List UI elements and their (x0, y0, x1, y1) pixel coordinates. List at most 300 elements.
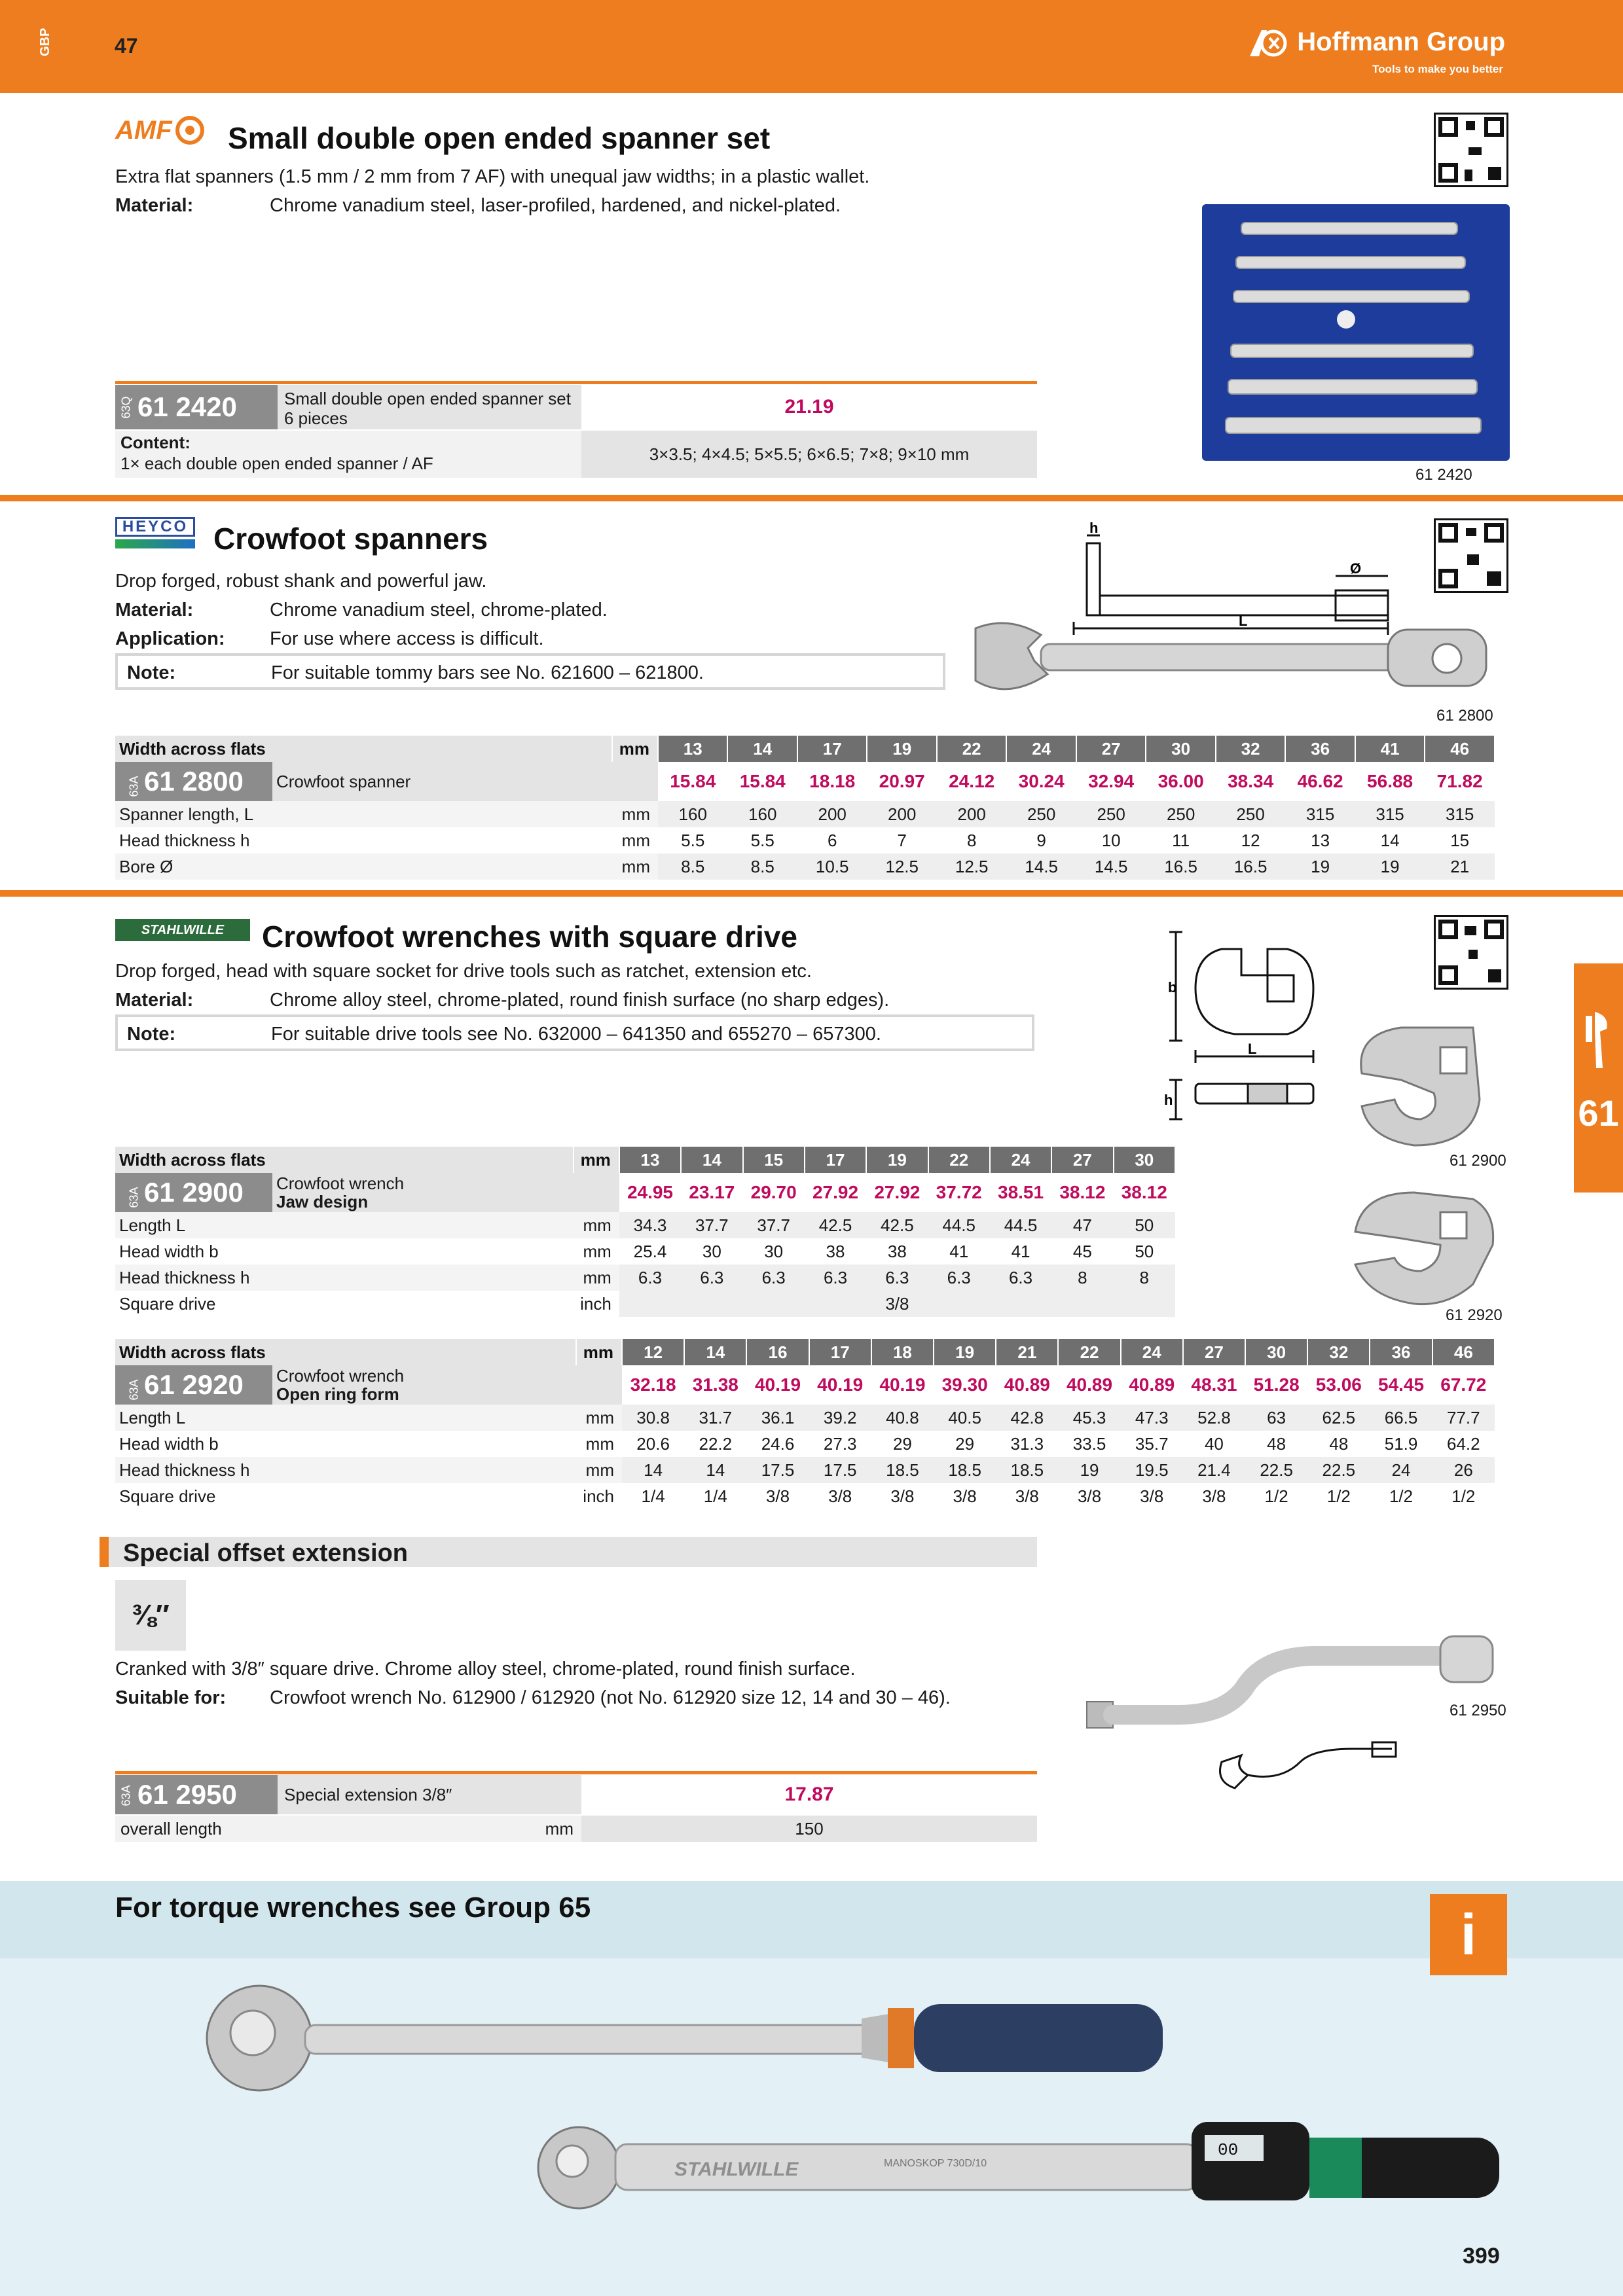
value-cell: 6.3 (743, 1265, 805, 1291)
size-cell: 27 (1183, 1339, 1245, 1365)
heyco-logo (115, 517, 195, 551)
value-cell: 48 (1329, 1433, 1349, 1454)
value-cell: 50 (1114, 1212, 1175, 1238)
article-desc-line2: 6 pieces (284, 408, 348, 428)
value-cell: 315 (1285, 801, 1355, 827)
size-cell: 22 (1058, 1339, 1120, 1365)
article-desc-line: Crowfoot spanner (276, 772, 411, 791)
article-code: 63A (127, 1379, 141, 1401)
value-cell: 38 (887, 1241, 907, 1261)
value-cell: 8 (1051, 1265, 1113, 1291)
value-cell: 29 (955, 1433, 975, 1454)
row-unit: mm (612, 801, 658, 827)
value-cell: 3/8 (953, 1486, 977, 1506)
value-cell: 14.5 (1076, 853, 1146, 880)
value-cell: 160 (727, 801, 797, 827)
price-cell: 18.18 (809, 771, 856, 791)
article-number: 61 2950 (137, 1779, 237, 1810)
article-description (272, 1173, 619, 1212)
value-cell: 30 (702, 1241, 721, 1261)
dim-h-label: h (1089, 520, 1099, 536)
offset-extension-usage-sketch (1209, 1736, 1405, 1795)
value-cell: 38 (826, 1241, 845, 1261)
dim-l-label: L (1239, 613, 1248, 629)
row-unit: mm (585, 1433, 614, 1454)
row-label: Spanner length, L (115, 801, 612, 827)
value-cell: 40 (1204, 1433, 1224, 1454)
article-row[interactable] (115, 1173, 1175, 1212)
value-cell: 35.7 (1135, 1433, 1169, 1454)
sec1-article-table (115, 385, 1037, 478)
article-row[interactable] (115, 762, 1495, 801)
header-label: Width across flats (115, 736, 612, 762)
value-cell: 18.5 (996, 1457, 1058, 1483)
size-cell: 19 (934, 1339, 996, 1365)
dim-l-label: L (1248, 1041, 1257, 1057)
value-cell: 36.1 (746, 1405, 809, 1431)
table-row (115, 1431, 1495, 1457)
value-cell: 26 (1432, 1457, 1495, 1483)
sec1-description: Extra flat spanners (1.5 mm / 2 mm from 7 AF) with unequal jaw widths; in a plastic wallet. (115, 166, 870, 187)
article-number: 61 2420 (137, 391, 237, 422)
value-cell: 3/8 (1077, 1486, 1102, 1506)
value-cell: 3/8 (765, 1486, 790, 1506)
sec2-material-text: Chrome vanadium steel, chrome-plated. (270, 600, 608, 620)
dim-bore-label: Ø (1350, 560, 1362, 577)
value-cell: 3/8 (1140, 1486, 1164, 1506)
row-unit: mm (621, 830, 650, 850)
value-cell: 34.3 (619, 1212, 681, 1238)
qr-code-icon[interactable] (1434, 915, 1508, 990)
size-cell: 14 (684, 1339, 746, 1365)
sec2-description: Drop forged, robust shank and powerful jaw. (115, 571, 487, 592)
size-cell: 14 (727, 736, 797, 762)
value-cell: 22.5 (1245, 1457, 1307, 1483)
value-cell: 41 (949, 1241, 969, 1261)
sec4-article-table (115, 1775, 1037, 1842)
page-number: 399 (1463, 2244, 1500, 2269)
price-cell: 24.12 (949, 771, 995, 791)
value-cell: 200 (797, 801, 867, 827)
sec1-material-label: Material: (115, 195, 194, 216)
article-desc-line: Jaw design (276, 1192, 369, 1211)
size-cell: 24 (990, 1147, 1051, 1173)
price-cell: 38.51 (998, 1182, 1044, 1202)
value-cell: 17.5 (746, 1457, 809, 1483)
value-cell: 3/8 (619, 1291, 1175, 1317)
value-cell: 63 (1245, 1405, 1307, 1431)
value-cell: 1/2 (1451, 1486, 1476, 1506)
value-cell: 315 (1355, 801, 1425, 827)
image-caption-612950: 61 2950 (1450, 1702, 1506, 1719)
qr-code-icon[interactable] (1434, 113, 1508, 187)
sec3-note-text: For suitable drive tools see No. 632000 – 641350 and 655270 – 657300. (271, 1024, 881, 1045)
value-cell: 29 (892, 1433, 912, 1454)
header-unit: mm (612, 736, 658, 762)
value-cell: 200 (867, 801, 936, 827)
value-cell: 16.5 (1146, 853, 1215, 880)
size-cell: 27 (1051, 1147, 1113, 1173)
size-cell: 22 (937, 736, 1006, 762)
content-value: 3×3.5; 4×4.5; 5×5.5; 6×6.5; 7×8; 9×10 mm (581, 431, 1037, 478)
price-cell: 36.00 (1158, 771, 1204, 791)
price-cell: 51.28 (1253, 1374, 1300, 1395)
size-cell: 41 (1355, 736, 1425, 762)
image-caption-612800: 61 2800 (1436, 707, 1493, 725)
crowfoot-wrench-ring-photo (1342, 1186, 1499, 1310)
table-row (115, 827, 1495, 853)
article-code: 63A (127, 1187, 141, 1208)
value-cell: 42.8 (996, 1405, 1058, 1431)
sec3-description: Drop forged, head with square socket for drive tools such as ratchet, extension etc. (115, 961, 812, 982)
price-cell: 40.19 (754, 1374, 801, 1395)
value-cell: 1/4 (703, 1486, 727, 1506)
value-cell: 27.3 (823, 1433, 857, 1454)
value-cell: 8.5 (727, 853, 797, 880)
size-cell: 18 (871, 1339, 934, 1365)
price: 21.19 (784, 396, 834, 418)
value-cell: 8 (1114, 1265, 1175, 1291)
torque-banner-title[interactable]: For torque wrenches see Group 65 (115, 1892, 591, 1924)
row-label: Length L (115, 1405, 576, 1431)
row-label: Head thickness h (115, 1457, 576, 1483)
value-cell: 22.5 (1307, 1457, 1370, 1483)
side-code: GBP (38, 27, 52, 56)
price-cell: 29.70 (750, 1182, 797, 1202)
value-cell: 62.5 (1307, 1405, 1370, 1431)
price-cell: 15.84 (739, 771, 786, 791)
value-cell: 1/2 (1389, 1486, 1413, 1506)
value-cell: 14 (1380, 830, 1400, 850)
price-cell: 31.38 (692, 1374, 739, 1395)
value-cell: 6 (827, 830, 837, 850)
price-cell: 40.89 (1129, 1374, 1175, 1395)
size-cell: 16 (746, 1339, 809, 1365)
value-cell: 6.3 (866, 1265, 928, 1291)
size-cell: 46 (1425, 736, 1495, 762)
size-cell: 30 (1146, 736, 1215, 762)
section-divider (0, 890, 1623, 897)
value-cell: 51.9 (1384, 1433, 1418, 1454)
value-cell: 31.3 (1010, 1433, 1044, 1454)
header-label: Width across flats (115, 1339, 576, 1365)
dim-h-label: h (1164, 1092, 1173, 1108)
brand-tagline: Tools to make you better (1372, 63, 1503, 75)
sec4-title: Special offset extension (123, 1539, 409, 1567)
price-cell: 67.72 (1440, 1374, 1487, 1395)
price-cell: 24.95 (627, 1182, 674, 1202)
value-cell: 5.5 (681, 830, 705, 850)
value-cell: 44.5 (928, 1212, 990, 1238)
value-cell: 5.5 (750, 830, 775, 850)
value-cell: 33.5 (1072, 1433, 1106, 1454)
value-cell: 19 (1058, 1457, 1120, 1483)
sec4-suitable-text: Crowfoot wrench No. 612900 / 612920 (not No. 612920 size 12, 14 and 30 – 46). (270, 1687, 951, 1708)
value-cell: 9 (1036, 830, 1046, 850)
size-cell: 17 (809, 1339, 871, 1365)
price-cell: 48.31 (1191, 1374, 1237, 1395)
header-label: Width across flats (115, 1147, 574, 1173)
value-cell: 42.5 (805, 1212, 866, 1238)
value-cell: 40.5 (934, 1405, 996, 1431)
article-desc-line: Crowfoot wrench (276, 1366, 405, 1386)
size-cell: 36 (1370, 1339, 1432, 1365)
price-cell: 32.18 (630, 1374, 676, 1395)
value-cell: 6.3 (619, 1265, 681, 1291)
row-unit: mm (574, 1265, 619, 1291)
sec4-description: Cranked with 3/8″ square drive. Chrome alloy steel, chrome-plated, round finish surface. (115, 1659, 856, 1679)
value-cell: 160 (658, 801, 727, 827)
value-cell: 250 (1006, 801, 1076, 827)
row-label: Square drive (119, 1293, 216, 1314)
overall-length-row (115, 1816, 581, 1842)
value-cell: 42.5 (866, 1212, 928, 1238)
content-text: 1× each double open ended spanner / AF (120, 454, 433, 473)
price-cell: 38.12 (1121, 1182, 1167, 1202)
value-cell: 315 (1425, 801, 1495, 827)
table-row (115, 1483, 1495, 1509)
value-cell: 3/8 (1015, 1486, 1039, 1506)
article-number-text: 61 2920 (144, 1369, 244, 1400)
article-description: Special extension 3/8″ (278, 1775, 581, 1814)
dim-b-label: b (1168, 979, 1177, 996)
value-cell: 13 (1311, 830, 1330, 850)
value-cell: 45.3 (1058, 1405, 1120, 1431)
size-cell: 36 (1285, 736, 1355, 762)
value-cell: 64.2 (1447, 1433, 1480, 1454)
table-row (115, 1457, 1495, 1483)
torque-wrench-photo-2 (530, 2098, 1512, 2249)
row-label: Head width b (119, 1241, 219, 1261)
value-cell: 11 (1172, 830, 1190, 850)
sec3-note-label: Note: (127, 1024, 176, 1045)
wrench-model-text: MANOSKOP 730D/10 (884, 2158, 987, 2169)
table-row (115, 853, 1495, 880)
price-cell: 27.92 (812, 1182, 859, 1202)
table-row (115, 1265, 1175, 1291)
value-cell: 15 (1450, 830, 1470, 850)
value-cell: 47 (1051, 1212, 1113, 1238)
value-cell: 17.5 (809, 1457, 871, 1483)
price-cell: 23.17 (689, 1182, 735, 1202)
size-cell: 46 (1432, 1339, 1495, 1365)
row-label: Bore Ø (115, 853, 612, 880)
value-cell: 48 (1267, 1433, 1286, 1454)
price-cell: 56.88 (1367, 771, 1413, 791)
value-cell: 31.7 (684, 1405, 746, 1431)
crowfoot-wrench-jaw-photo (1342, 1021, 1493, 1152)
article-desc-line: Open ring form (276, 1384, 399, 1404)
article-row[interactable] (115, 1365, 1495, 1405)
table-row (115, 1405, 1495, 1431)
amf-brand-text: AMF (115, 115, 172, 145)
sec2-application-label: Application: (115, 628, 225, 649)
value-cell: 8.5 (658, 853, 727, 880)
value-cell: 250 (1216, 801, 1285, 827)
value-cell: 3/8 (890, 1486, 915, 1506)
value-cell: 25.4 (633, 1241, 667, 1261)
table-header-row (115, 1147, 1175, 1173)
article-code: 63A (127, 776, 141, 797)
row-label: Square drive (119, 1486, 216, 1506)
row-label: Head thickness h (119, 830, 250, 850)
value-cell: 20.6 (636, 1433, 670, 1454)
value-cell: 6.3 (928, 1265, 990, 1291)
crowfoot-wrench-diagram (1150, 929, 1333, 1139)
section-title-crowfoot-spanners: Crowfoot spanners (213, 522, 488, 556)
qr-code-icon[interactable] (1434, 518, 1508, 593)
sec2-note-box (115, 653, 945, 690)
wrench-brand-text: STAHLWILLE (674, 2159, 799, 2180)
image-caption-612900: 61 2900 (1450, 1152, 1506, 1170)
price-cell: 40.19 (879, 1374, 926, 1395)
value-cell: 18.5 (934, 1457, 996, 1483)
value-cell: 45 (1072, 1241, 1092, 1261)
info-icon[interactable]: i (1430, 1894, 1507, 1975)
heyco-brand-text: HEYCO (115, 517, 195, 537)
sec2-material-label: Material: (115, 600, 194, 620)
size-cell: 17 (805, 1147, 866, 1173)
value-cell: 250 (1146, 801, 1215, 827)
row-label: Head width b (119, 1433, 219, 1454)
value-cell: 22.2 (699, 1433, 733, 1454)
row-unit: inch (583, 1486, 614, 1506)
value-cell: 19 (1355, 853, 1425, 880)
value-cell: 39.2 (809, 1405, 871, 1431)
value-cell: 14 (684, 1457, 746, 1483)
size-cell: 19 (866, 1147, 928, 1173)
row-label: overall length (120, 1818, 222, 1839)
value-cell: 41 (1011, 1241, 1030, 1261)
row-unit: mm (612, 853, 658, 880)
price-cell: 54.45 (1378, 1374, 1425, 1395)
row-label: Length L (115, 1212, 574, 1238)
heyco-stripe (115, 539, 195, 548)
size-cell: 17 (797, 736, 867, 762)
table-row (115, 1291, 1175, 1317)
price-cell: 39.30 (941, 1374, 988, 1395)
value-cell: 7 (897, 830, 907, 850)
value-cell: 21.4 (1183, 1457, 1245, 1483)
value-cell: 44.5 (990, 1212, 1051, 1238)
size-cell: 13 (619, 1147, 681, 1173)
value-cell: 30 (764, 1241, 784, 1261)
size-cell: 30 (1245, 1339, 1307, 1365)
row-value: 150 (581, 1816, 1037, 1842)
size-cell: 14 (681, 1147, 742, 1173)
value-cell: 77.7 (1432, 1405, 1495, 1431)
content-label: Content: (120, 433, 191, 452)
value-cell: 6.3 (805, 1265, 866, 1291)
sec2-note-label: Note: (127, 662, 176, 683)
table-row (115, 1238, 1175, 1265)
article-number-cell (115, 1775, 278, 1814)
image-caption-612420: 61 2420 (1415, 466, 1472, 484)
sec4-suitable-label: Suitable for: (115, 1687, 227, 1708)
group-side-tab[interactable] (1574, 963, 1623, 1193)
row-unit: mm (576, 1405, 622, 1431)
amf-logo (115, 115, 205, 145)
article-description (272, 1365, 622, 1405)
article-description (272, 762, 658, 801)
size-cell: 24 (1006, 736, 1076, 762)
group-number: 47 (115, 34, 138, 58)
price-cell: 38.12 (1059, 1182, 1106, 1202)
price-cell: 40.19 (817, 1374, 864, 1395)
wrench-display-text: 00 (1218, 2140, 1239, 2160)
price-cell: 30.24 (1018, 771, 1065, 791)
stahlwille-logo: STAHLWILLE (115, 919, 250, 941)
article-number-text: 61 2900 (144, 1177, 244, 1208)
spanner-set-illustration (1202, 204, 1510, 461)
section-title-crowfoot-wrenches: Crowfoot wrenches with square drive (262, 920, 797, 954)
value-cell: 12.5 (867, 853, 936, 880)
article-desc-line: Crowfoot wrench (276, 1174, 405, 1193)
article-number-cell (115, 385, 278, 429)
value-cell: 18.5 (871, 1457, 934, 1483)
size-cell: 21 (996, 1339, 1058, 1365)
value-cell: 10.5 (797, 853, 867, 880)
value-cell: 12.5 (937, 853, 1006, 880)
value-cell: 6.3 (990, 1265, 1051, 1291)
price-cell: 27.92 (874, 1182, 921, 1202)
size-cell: 30 (1114, 1147, 1175, 1173)
spanner-wallet-image (1202, 204, 1510, 461)
brand-name: Hoffmann Group (1297, 27, 1505, 56)
header-bar (0, 0, 1623, 93)
value-cell: 14 (622, 1457, 684, 1483)
table-top-rule (115, 381, 1037, 384)
value-cell: 66.5 (1370, 1405, 1432, 1431)
price-cell: 40.89 (1066, 1374, 1113, 1395)
amf-emblem-icon (175, 115, 205, 145)
section-divider (0, 495, 1623, 501)
sec3-material-label: Material: (115, 990, 194, 1011)
hoffmann-logo-icon (1247, 26, 1289, 60)
value-cell: 21 (1425, 853, 1495, 880)
value-cell: 1/2 (1326, 1486, 1351, 1506)
article-number (115, 1365, 272, 1405)
crowfoot-spanner-photo (962, 615, 1499, 700)
row-unit: mm (545, 1818, 574, 1839)
price: 17.87 (784, 1784, 834, 1805)
row-unit: mm (576, 1457, 622, 1483)
table-top-rule (115, 1771, 1037, 1774)
price-cell: 53.06 (1315, 1374, 1362, 1395)
size-cell: 15 (743, 1147, 805, 1173)
value-cell: 16.5 (1216, 853, 1285, 880)
value-cell: 12 (1241, 830, 1260, 850)
crowfoot-wrench-ring-table (115, 1339, 1495, 1509)
header-unit: mm (576, 1339, 622, 1365)
article-number (115, 1173, 272, 1212)
price-cell: 71.82 (1436, 771, 1483, 791)
size-cell: 12 (622, 1339, 684, 1365)
value-cell: 47.3 (1121, 1405, 1183, 1431)
header-unit: mm (574, 1147, 619, 1173)
sec2-application-text: For use where access is difficult. (270, 628, 544, 649)
article-description (278, 385, 581, 429)
value-cell: 8 (966, 830, 977, 850)
price-cell: 40.89 (1004, 1374, 1050, 1395)
row-unit: mm (583, 1241, 611, 1261)
value-cell: 250 (1076, 801, 1146, 827)
size-cell: 32 (1216, 736, 1285, 762)
value-cell: 200 (937, 801, 1006, 827)
content-cell (115, 431, 581, 478)
row-label: Head thickness h (115, 1265, 574, 1291)
price-cell: 32.94 (1088, 771, 1135, 791)
